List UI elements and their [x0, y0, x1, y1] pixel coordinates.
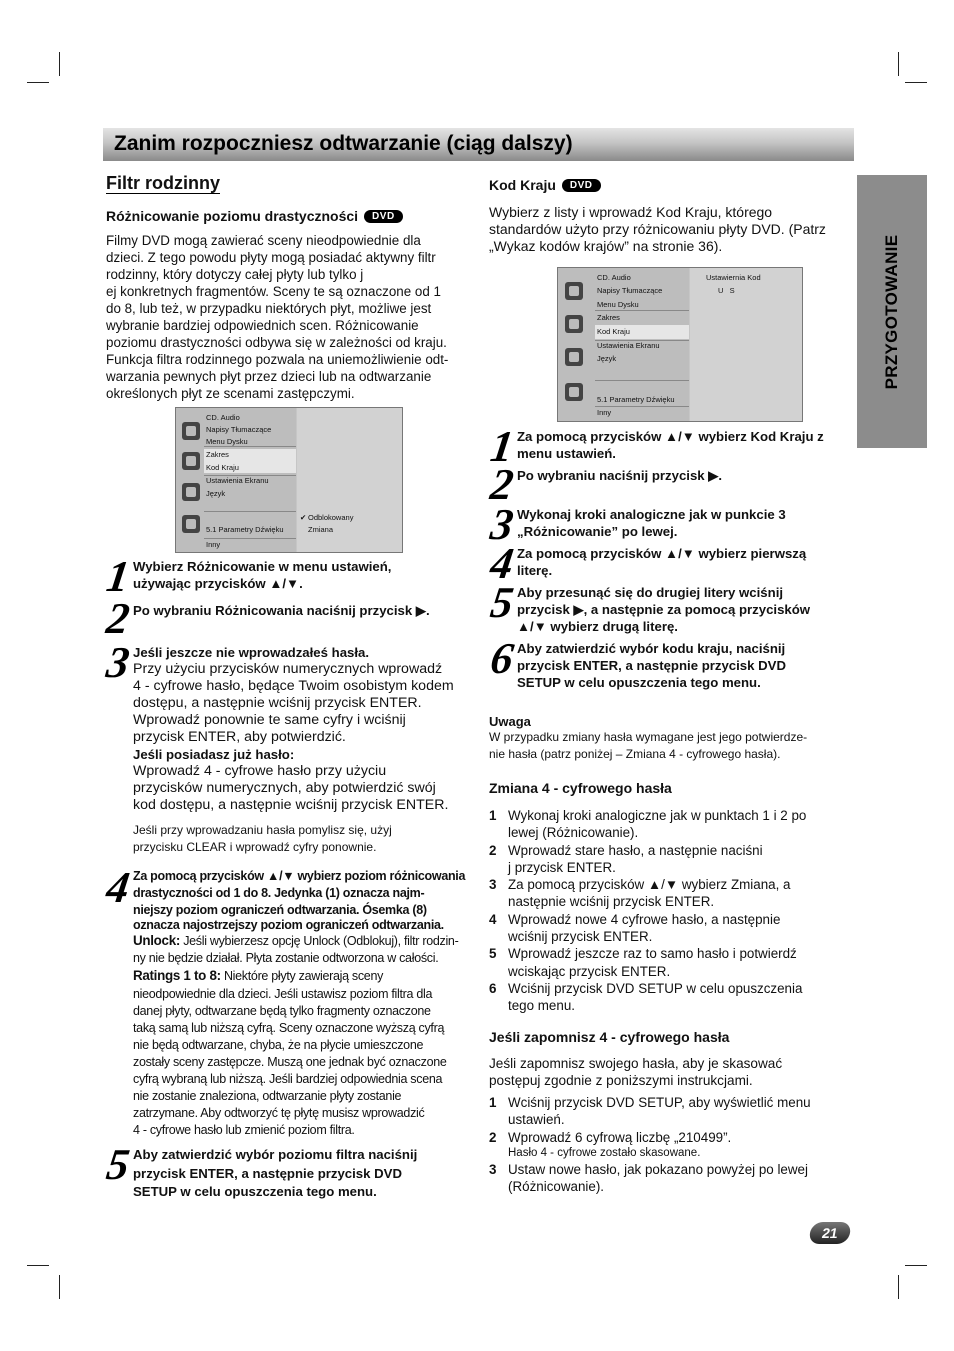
text-line: nieodpowiednie dla dzieci. Jeśli ustawisz poziom filtra dla — [133, 986, 433, 1001]
page-title: Zanim rozpoczniesz odtwarzanie (ciąg dalszy) — [114, 132, 573, 155]
country-code-title — [489, 177, 601, 193]
text-line: oznacza najostrzejszy poziom ograniczeń odtwarzania. — [133, 918, 444, 933]
text-line: przycisk ENTER, aby potwierdzić. — [133, 729, 346, 745]
list-item — [489, 876, 806, 911]
menu-item: Inny — [597, 408, 612, 417]
text-line: Po wybraniu Różnicowania naciśnij przycisk ▶. — [133, 603, 430, 618]
text-line: postępuj zgodnie z poniższymi instrukcjami. — [489, 1073, 753, 1088]
change-password-list — [489, 807, 806, 1015]
step-number-4: 4 — [487, 539, 517, 588]
country-step-3 — [517, 506, 786, 540]
menu-item: CD. Audio — [597, 273, 631, 282]
list-item — [489, 911, 806, 946]
text-line: „Różnicowanie” po lewej. — [517, 524, 678, 539]
page-title-bar — [103, 128, 854, 161]
text-line: niejszy poziom ograniczeń odtwarzania. Ósemka (8) — [133, 903, 427, 918]
menu-item: Ustawienia Ekranu — [597, 341, 660, 350]
note-block — [489, 714, 807, 763]
text-line: SETUP w celu opuszczenia tego menu. — [133, 1184, 377, 1199]
text-line: tego menu. — [508, 998, 575, 1014]
menu-divider — [204, 511, 296, 512]
list-item — [489, 1161, 811, 1196]
country-step-1 — [517, 428, 824, 462]
text-line: Wprowadź stare hasło, a następnie naciśni — [508, 842, 763, 858]
menu-item: Język — [206, 489, 226, 498]
item-number: 3 — [489, 1161, 497, 1177]
list-item — [489, 1094, 811, 1129]
text-line: Funkcja filtra rodzinnego pozwala na uniemożliwienie odt- — [106, 352, 449, 367]
text-line: Wybierz Różnicowanie w menu ustawień, — [133, 559, 392, 574]
subsection-title-text: Różnicowanie poziomu drastyczności — [106, 208, 359, 224]
text-line: Filmy DVD mogą zawierać sceny nieodpowiednie dla — [106, 233, 421, 248]
text-line: Za pomocą przycisków ▲/▼ wybierz poziom różnicowania — [133, 869, 466, 883]
text-line: warzania pewnych płyt przez dzieci lub na odtwarzanie — [106, 369, 432, 384]
text-line: zostały sceny zastępcze. Muszą one jednak być oznaczone — [133, 1054, 447, 1069]
section-title — [106, 173, 220, 194]
text-line: do 8, lub też, w przypadku niektórych płyt, możliwe jest — [106, 301, 432, 316]
menu-item: Kod Kraju — [206, 463, 239, 472]
text-line — [133, 932, 465, 950]
text-line: przycisk ▶, a następnie za pomocą przycisków — [517, 602, 811, 617]
text-line: określonych płyt ze scenami zastępczymi. — [106, 386, 355, 401]
screen-icon — [182, 483, 200, 501]
intro-paragraph — [106, 232, 448, 402]
text-line: Wykonaj kroki analogiczne jak w punkcie 3 — [517, 507, 786, 522]
item-number: 1 — [489, 1095, 497, 1110]
step-number-3: 3 — [103, 638, 133, 687]
text-line: SETUP w celu opuszczenia tego menu. — [517, 675, 761, 690]
text-line: przycisku CLEAR i wprowadź cyfry ponownie. — [133, 839, 377, 854]
disc-icon — [565, 282, 583, 300]
text-line: ny nie będzie działał. Płyta zostanie odtworzona w całości. — [133, 951, 439, 966]
menu-divider — [204, 446, 296, 447]
text-line: Za pomocą przycisków ▲/▼ wybierz Zmiana, a — [508, 877, 791, 893]
forgot-password-title: Jeśli zapomnisz 4 - cyfrowego hasła — [489, 1029, 730, 1045]
text-line: Ustaw nowe hasło, jak pokazano powyżej po lewej — [508, 1161, 808, 1177]
menu-item: Zakres — [206, 450, 229, 459]
step-number-3: 3 — [487, 500, 517, 549]
subsection-title — [106, 208, 403, 224]
text-line: danej płyty, odtwarzane będą tylko fragmenty oznaczone — [133, 1003, 431, 1018]
menu-item: Napisy Tłumaczące — [597, 286, 663, 295]
text-line: drastyczności od 1 do 8. Jedynka (1) oznacza najm- — [133, 886, 425, 901]
crop-mark — [905, 1265, 927, 1266]
menu-item: CD. Audio — [206, 413, 240, 422]
menu-item: Język — [597, 354, 617, 363]
text-line: Wprowadź jeszcze raz to samo hasło i potwierdź — [508, 946, 797, 962]
ratings-label: Ratings 1 to 8: — [133, 968, 221, 984]
text-line: j przycisk ENTER. — [508, 859, 616, 875]
menu-option: Zmiana — [308, 525, 334, 534]
text-line: lewej (Różnicowanie). — [508, 825, 639, 841]
country-code-menu-screenshot — [557, 267, 803, 422]
page-number: 21 — [808, 1222, 852, 1244]
country-step-4 — [517, 545, 806, 579]
menu-divider — [595, 406, 689, 407]
item-number: 1 — [489, 808, 497, 823]
crop-mark — [905, 82, 927, 83]
step-3-body — [133, 661, 454, 746]
item-number: 2 — [489, 1129, 497, 1145]
text-line: dostępu, a następnie wciśnij przycisk ENTER. — [133, 695, 422, 711]
text-line: Wciśnij przycisk DVD SETUP w celu opuszczenia — [508, 980, 803, 996]
menu-divider — [595, 380, 689, 381]
text-line: (Różnicowanie). — [508, 1179, 605, 1195]
text-line: Przy użyciu przycisków numerycznych wprowadź — [133, 661, 443, 677]
text-line: nie zostanie znaleziona, odtwarzanie płyty zostanie — [133, 1089, 402, 1104]
text-line: Za pomocą przycisków ▲/▼ wybierz pierwszą — [517, 546, 807, 561]
menu-item: Zakres — [597, 313, 620, 322]
item-number: 5 — [489, 946, 497, 962]
text-line: poziomu drastyczności odbywa się w zależności od kraju. — [106, 335, 447, 350]
country-step-6 — [517, 640, 786, 691]
text-line: Aby przesunąć się do drugiej litery wciśnij — [517, 585, 784, 600]
check-icon: ✔ — [300, 513, 307, 522]
text-line: Wprowadź 4 - cyfrowe hasło przy użyciu — [133, 763, 387, 779]
text-line: „Wykaz kodów krajów” na stronie 36). — [489, 238, 723, 254]
text-line: ustawień. — [508, 1112, 565, 1128]
text-line: standardów użyto przy różnicowaniu płyty DVD. (Patrz — [489, 221, 826, 237]
section-title-text: Filtr rodzinny — [106, 173, 220, 193]
item-number: 4 — [489, 911, 497, 927]
step-number-1: 1 — [103, 552, 133, 601]
text-line: przycisk ENTER, a następnie przycisk DVD — [517, 658, 786, 673]
menu-item: Inny — [206, 540, 221, 549]
step-3-heading: Jeśli jeszcze nie wprowadzałeś hasła. — [133, 645, 370, 660]
crop-mark — [898, 1275, 899, 1299]
lock-icon — [182, 452, 200, 470]
crop-mark — [27, 1265, 49, 1266]
step-3-text — [133, 644, 454, 855]
text-line: następnie wciśnij przycisk ENTER. — [508, 894, 715, 910]
text-line: cyfrą wybraną lub niższą. Jeśli bardziej odpowiednia scena — [133, 1072, 443, 1087]
step-1-text — [133, 558, 391, 592]
menu-option: Odblokowany — [308, 513, 354, 522]
menu-item: Ustawienia Ekranu — [206, 476, 269, 485]
text-line: 4 - cyfrowe hasło lub zmienić poziom filtra. — [133, 1123, 355, 1138]
step-number-5: 5 — [103, 1140, 133, 1189]
country-step-5 — [517, 584, 810, 635]
text-line: nie hasła (patrz poniżej – Zmiana 4 - cyfrowego hasła). — [489, 747, 781, 761]
setup-menu-screenshot — [175, 407, 403, 553]
lock-icon — [565, 315, 583, 333]
note-title: Uwaga — [489, 714, 531, 729]
text-line: ej konkretnych fragmentów. Sceny te są oznaczone od 1 — [106, 284, 441, 299]
text-line: przycisk ENTER, a następnie przycisk DVD — [133, 1165, 402, 1181]
menu-right-title: Ustawiernia Kod — [706, 273, 761, 282]
text-line: Wprowadź nowe 4 cyfrowe hasło, a następnie — [508, 911, 781, 927]
side-tab-label: PRZYGOTOWANIE — [882, 234, 901, 389]
forgot-password-intro — [489, 1055, 782, 1089]
country-code-intro — [489, 204, 826, 255]
side-tab — [857, 175, 927, 448]
step-number-4: 4 — [103, 863, 133, 912]
text-line: Wprowadź ponownie te same cyfry i wciśnij — [133, 712, 406, 728]
item-number: 3 — [489, 877, 497, 893]
text-line: Po wybraniu naciśnij przycisk ▶. — [517, 468, 723, 483]
crop-mark — [59, 52, 60, 76]
text-line — [133, 967, 465, 985]
menu-right-value: U S — [718, 286, 735, 295]
text-line: zatrzymane. Aby odtworzyć tę płytę musisz wprowadzić — [133, 1106, 425, 1121]
text-line: 4 - cyfrowe hasło, będące Twoim osobistym kodem — [133, 678, 454, 694]
menu-item: Kod Kraju — [597, 327, 630, 336]
menu-right-panel — [690, 268, 802, 421]
step-4-text — [133, 868, 465, 1139]
text-line: Jeśli przy wprowadzaniu hasła pomylisz się, użyj — [133, 823, 392, 837]
text-line: kod dostępu, a następnie wciśnij przycisk ENTER. — [133, 797, 449, 813]
speaker-icon — [182, 515, 200, 533]
step-number-2: 2 — [487, 460, 517, 509]
menu-divider — [204, 538, 296, 539]
list-item — [489, 980, 806, 1015]
menu-item: 5.1 Parametry Dźwięku — [597, 395, 675, 404]
item-number: 2 — [489, 842, 497, 858]
list-item — [489, 807, 806, 842]
step-number-1: 1 — [487, 422, 517, 471]
text-line: W przypadku zmiany hasła wymagane jest jego potwierdze- — [489, 730, 808, 744]
step-5-text — [133, 1146, 417, 1202]
crop-mark — [898, 52, 899, 76]
text-line: ▲/▼ wybierz drugą literę. — [517, 619, 678, 634]
text-line: taką samą lub niższą cyfrą. Sceny oznaczone wyższą cyfrą — [133, 1020, 445, 1035]
step-3-heading-2: Jeśli posiadasz już hasło: — [133, 747, 295, 762]
list-item — [489, 945, 806, 980]
text-span: Jeśli wybierzesz opcję Unlock (Odblokuj), filtr rodzin- — [180, 934, 459, 949]
text-line: Za pomocą przycisków ▲/▼ wybierz Kod Kraju z — [517, 429, 824, 444]
step-2-text — [133, 602, 430, 619]
item-number: 6 — [489, 980, 497, 996]
text-line: Aby zatwierdzić wybór kodu kraju, naciśnij — [517, 641, 786, 656]
menu-item: Menu Dysku — [597, 300, 639, 309]
text-line: Wprowadź 6 cyfrową liczbę „210499”. — [508, 1129, 732, 1145]
menu-item: Napisy Tłumaczące — [206, 425, 272, 434]
text-line: wciskając przycisk ENTER. — [508, 963, 671, 979]
step-number-6: 6 — [487, 634, 517, 683]
change-password-title: Zmiana 4 - cyfrowego hasła — [489, 780, 672, 796]
menu-item: Menu Dysku — [206, 437, 248, 446]
country-code-title-text: Kod Kraju — [489, 177, 556, 193]
list-item — [489, 842, 806, 877]
text-line: Wybierz z listy i wprowadź Kod Kraju, którego — [489, 204, 773, 220]
text-line: Jeśli zapomnisz swojego hasła, aby je skasować — [489, 1056, 783, 1071]
dvd-badge: DVD — [364, 210, 403, 223]
text-line: Wciśnij przycisk DVD SETUP, aby wyświetlić menu — [508, 1095, 811, 1110]
list-item — [489, 1129, 811, 1161]
note-text — [489, 729, 807, 763]
text-line: wciśnij przycisk ENTER. — [508, 929, 653, 945]
menu-item: 5.1 Parametry Dźwięku — [206, 525, 284, 534]
text-line: Aby zatwierdzić wybór poziomu filtra naciśnij — [133, 1147, 418, 1162]
text-line: literę. — [517, 563, 553, 578]
country-step-2 — [517, 467, 722, 484]
disc-icon — [182, 422, 200, 440]
text-line: Wykonaj kroki analogiczne jak w punktach 1 i 2 po — [508, 808, 807, 823]
text-line: wybranie bardziej odpowiednich scen. Różnicowanie — [106, 318, 419, 333]
dvd-badge: DVD — [562, 179, 601, 192]
crop-mark — [59, 1275, 60, 1299]
text-line: menu ustawień. — [517, 446, 616, 461]
speaker-icon — [565, 383, 583, 401]
menu-divider — [595, 310, 689, 311]
text-line: używając przycisków ▲/▼. — [133, 576, 303, 591]
step-3-note — [133, 822, 454, 855]
screen-icon — [565, 348, 583, 366]
forgot-note: Hasło 4 - cyfrowe zostało skasowane. — [508, 1146, 701, 1159]
text-line: dzieci. Z tego powodu płyty mogą posiadać aktywny filtr — [106, 250, 436, 265]
text-span: Niektóre płyty zawierają sceny — [220, 969, 384, 984]
text-line: nie będą odtwarzane, chyba, że na płycie umieszczone — [133, 1037, 424, 1052]
forgot-password-list — [489, 1094, 811, 1195]
crop-mark — [27, 82, 49, 83]
step-number-2: 2 — [103, 594, 133, 643]
step-3-body-2 — [133, 763, 454, 814]
step-number-5: 5 — [487, 578, 517, 627]
unlock-label: Unlock: — [133, 933, 181, 949]
text-line: przycisków numerycznych, aby potwierdzić swój — [133, 780, 436, 796]
text-line: rodzinny, który dotyczy całej płyty lub tylko j — [106, 267, 364, 282]
